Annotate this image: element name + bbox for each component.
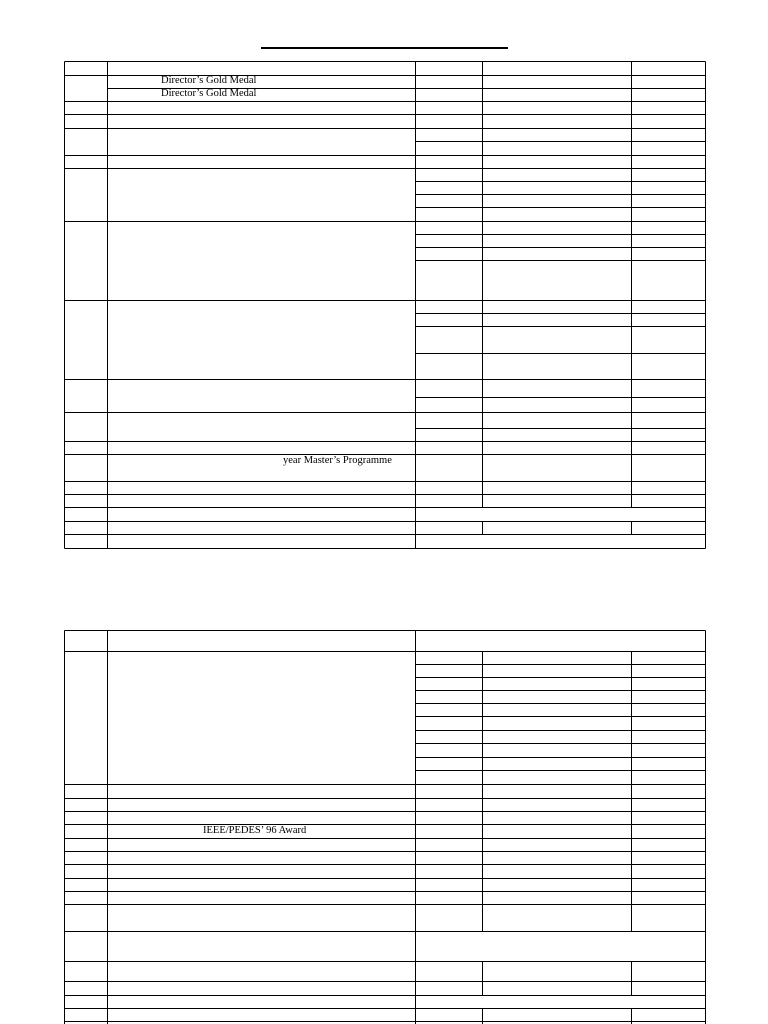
award-text-1: Director’s Gold Medal bbox=[161, 75, 257, 86]
programme-text: year Master’s Programme bbox=[283, 455, 392, 466]
award-text-2: Director’s Gold Medal bbox=[161, 88, 257, 99]
ieee-award-text: IEEE/PEDES’ 96 Award bbox=[203, 825, 307, 836]
